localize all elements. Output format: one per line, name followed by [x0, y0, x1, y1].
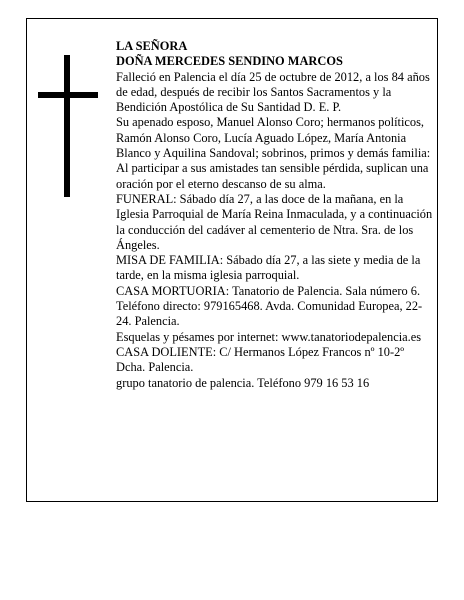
funeral-paragraph: FUNERAL: Sábado día 27, a las doce de la mañana, en la Iglesia Parroquial de María Reina Inmaculada, y a continuación la conducción del cadáver al cementerio de Ntra. Sra. de los Ángeles. [116, 191, 433, 252]
deceased-name: DOÑA MERCEDES SENDINO MARCOS [116, 54, 343, 69]
casa-doliente-paragraph: CASA DOLIENTE: C/ Hermanos López Francos nº 10-2º Dcha. Palencia. [116, 344, 405, 375]
misa-paragraph: MISA DE FAMILIA: Sábado día 27, a las siete y media de la tarde, en la misma iglesia parroquial. [116, 253, 421, 283]
request-paragraph: Al participar a sus amistades tan sensible pérdida, suplican una oración por el eterno descanso de su alma. [116, 161, 429, 191]
obituary-text [116, 39, 434, 391]
obituary-notice [26, 18, 438, 502]
condolences-paragraph: Esquelas y pésames por internet: www.tanatoriodepalencia.es [116, 329, 422, 344]
casa-mortuoria-paragraph: CASA MORTUORIA: Tanatorio de Palencia. Sala número 6. Teléfono directo: 979165468. Avda. Comunidad Europea, 22-24. Palencia. [116, 283, 423, 329]
footer-paragraph: grupo tanatorio de palencia. Teléfono 979 16 53 16 [116, 375, 370, 390]
heading-title: LA SEÑORA [116, 39, 188, 53]
cross-icon [38, 55, 98, 197]
death-paragraph: Falleció en Palencia el día 25 de octubre de 2012, a los 84 años de edad, después de recibir los Santos Sacramentos y la Bendición Apostólica de Su Santidad D. E. P. [116, 69, 430, 115]
cross-horizontal-bar [38, 92, 98, 98]
family-paragraph: Su apenado esposo, Manuel Alonso Coro; hermanos políticos, Ramón Alonso Coro, Lucía Aguado López, María Antonia Blanco y Aquilina Sandoval; sobrinos, primos y demás familia: [116, 115, 431, 161]
cross-vertical-bar [64, 55, 70, 197]
